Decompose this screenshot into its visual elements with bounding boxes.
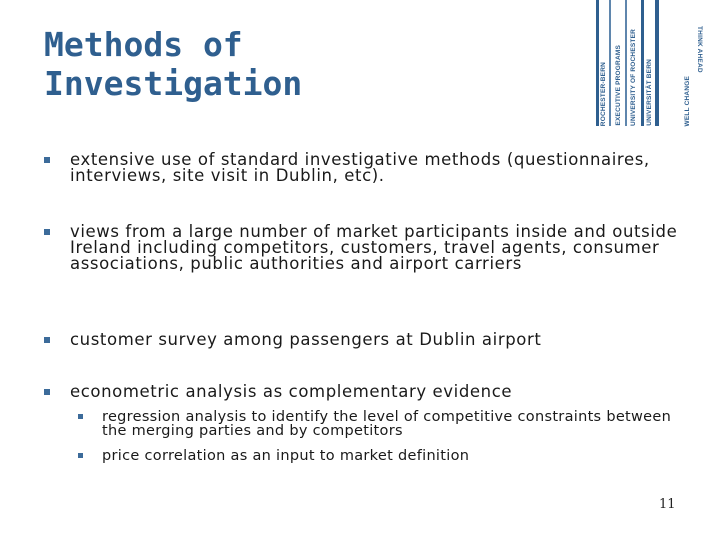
bullet-item	[44, 152, 680, 184]
logo-text-4: UNIVERSITÄT BERN	[646, 59, 653, 126]
bullet-square-icon	[44, 337, 50, 343]
bullet-item	[44, 224, 680, 272]
logo-tagline-down: WELL CHANGE	[684, 75, 691, 126]
slide-title	[44, 25, 302, 103]
bullet-square-icon	[44, 229, 50, 235]
bullet-square-icon	[44, 389, 50, 395]
page-number: 11	[659, 497, 676, 512]
sub-bullet-text: regression analysis to identify the level of competitive constraints between the merging parties and by competitors	[102, 409, 672, 439]
logo-bar	[609, 0, 611, 126]
logo-text-2: EXECUTIVE PROGRAMS	[615, 45, 622, 126]
bullet-text: extensive use of standard investigative methods (questionnaires, interviews, site visit in Dublin, etc).	[70, 150, 650, 185]
bullet-square-icon	[44, 157, 50, 163]
slide-title-line-1: Methods of	[44, 25, 243, 64]
logo-tagline-up: THINK AHEAD	[696, 26, 703, 73]
university-logo	[592, 0, 708, 128]
sub-bullet-item	[78, 410, 682, 438]
logo-bar	[625, 0, 627, 126]
sub-bullet-square-icon	[78, 414, 83, 419]
bullet-text: customer survey among passengers at Dublin airport	[70, 330, 542, 349]
bullet-text: econometric analysis as complementary evidence	[70, 382, 513, 401]
logo-text-1: ROCHESTER-BERN	[600, 61, 607, 126]
sub-bullet-square-icon	[78, 453, 83, 458]
slide-title-line-2: Investigation	[44, 64, 303, 103]
logo-bar	[641, 0, 644, 126]
logo-text-3: UNIVERSITY OF ROCHESTER	[630, 29, 637, 126]
sub-bullet-item	[78, 449, 682, 463]
bullet-item	[44, 384, 680, 400]
logo-bar	[655, 0, 659, 126]
bullet-text: views from a large number of market participants inside and outside Ireland including competitors, customers, travel agents, consumer associations, public authorities and airport carriers	[70, 222, 678, 273]
bullet-item	[44, 332, 680, 348]
sub-bullet-text: price correlation as an input to market definition	[102, 448, 470, 464]
logo-bar	[596, 0, 599, 126]
